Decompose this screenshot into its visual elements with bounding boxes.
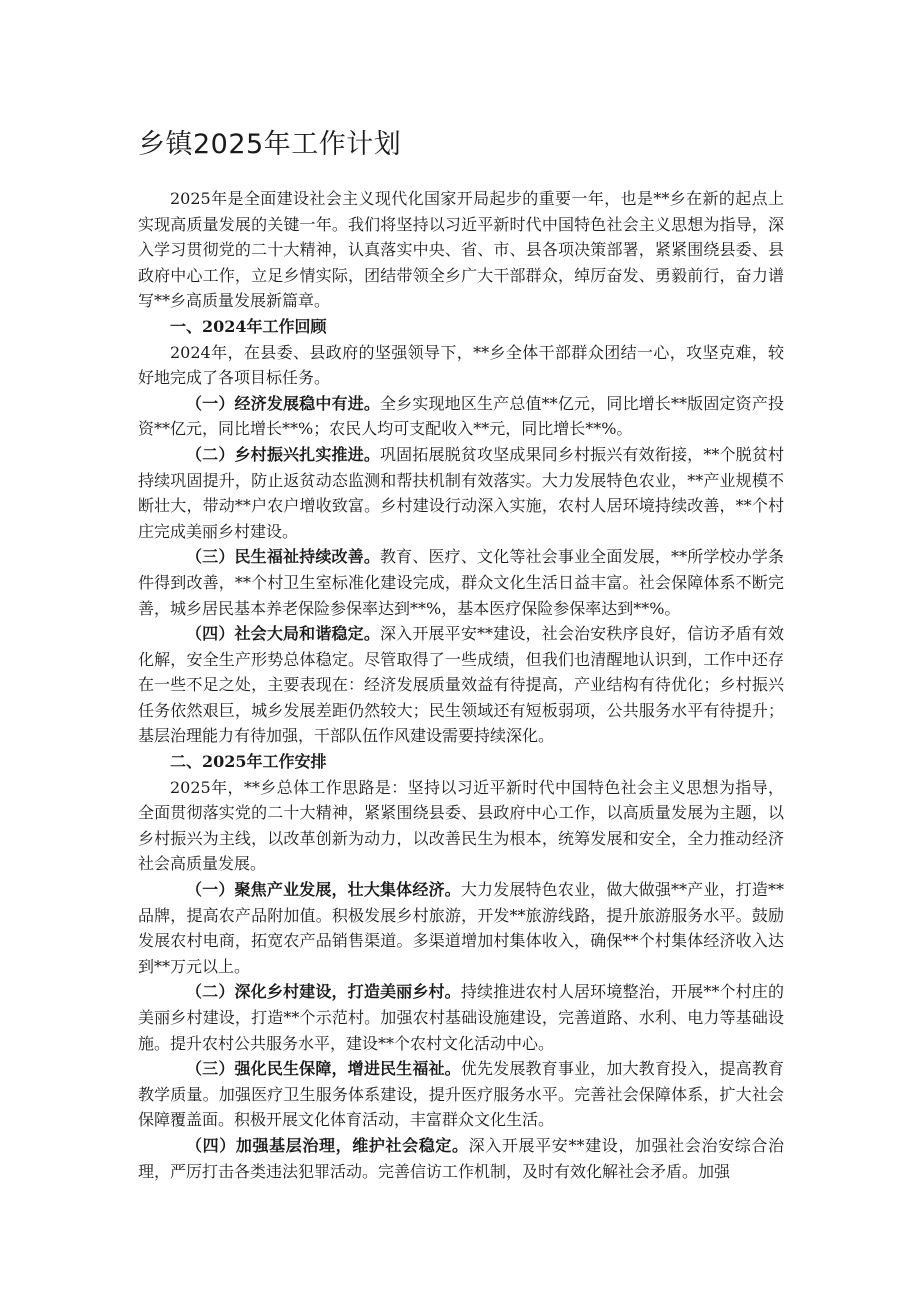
review-item-body: 深入开展平安**建设，社会治安秩序良好，信访矛盾有效化解，安全生产形势总体稳定。尽管取得了一些成绩，但我们也清醒地认识到，工作中还存在一些不足之处，主要表现在：经济发展质量效益有待提高，产业结构有待优化；乡村振兴任务依然艰巨，城乡发展差距仍然较大；民生领域还有短板弱项，公共服务水平有待提升；基层治理能力有待加强，干部队伍作风建设需要持续深化。: [138, 624, 784, 746]
intro-paragraph: 2025年是全面建设社会主义现代化国家开局起步的重要一年，也是**乡在新的起点上实现高质量发展的关键一年。我们将坚持以习近平新时代中国特色社会主义思想为指导，深入学习贯彻党的二十大精神，认真落实中央、省、市、县各项决策部署，紧紧围绕县委、县政府中心工作，立足乡情实际，团结带领全乡广大干部群众，绰厉奋发、勇毅前行，奋力谱写**乡高质量发展新篇章。: [138, 189, 784, 311]
review-intro-paragraph: 2024年，在县委、县政府的坚强领导下，**乡全体干部群众团结一心，攻坚克难，较好地完成了各项目标任务。: [138, 342, 784, 388]
review-item-body: 教育、医疗、文化等社会事业全面发展，**所学校办学条件得到改善，**个村卫生室标准化建设完成，群众文化生活日益丰富。社会保障体系不断完善，城乡居民基本养老保险参保率达到**%，基本医疗保险参保率达到**%。: [138, 547, 784, 618]
plan-intro-paragraph: 2025年，**乡总体工作思路是：坚持以习近平新时代中国特色社会主义思想为指导，全面贯彻落实党的二十大精神，紧紧围绕县委、县政府中心工作，以高质量发展为主题，以乡村振兴为主线，以改革创新为动力，以改善民生为根本，统筹发展和安全，全力推动经济社会高质量发展。: [138, 777, 784, 874]
review-item-economy: [138, 391, 784, 442]
plan-item-body: 优先发展教育事业，加大教育投入，提高教育教学质量。加强医疗卫生服务体系建设，提升医疗服务水平。完善社会保障体系，扩大社会保障覆盖面。积极开展文化体育活动，丰富群众文化生活。: [138, 1059, 784, 1130]
review-item-body: 全乡实现地区生产总值**亿元，同比增长**版固定资产投资**亿元，同比增长**%；农民人均可支配收入**元，同比增长**%。: [138, 393, 784, 439]
review-item-lead: （一）经济发展稳中有进。: [186, 393, 380, 413]
plan-item-rural-construction: [138, 979, 784, 1056]
section-heading-review: 一、2024年工作回顾: [170, 316, 327, 336]
plan-item-lead: （四）加强基层治理，维护社会稳定。: [186, 1135, 469, 1155]
plan-item-body: 持续推进农村人居环境整治，开展**个村庄的美丽乡村建设，打造**个示范村。加强农村基础设施建设，完善道路、水利、电力等基础设施。提升农村公共服务水平，建设**个农村文化活动中心。: [138, 982, 784, 1053]
plan-item-body: 大力发展特色农业，做大做强**产业，打造**品牌，提高农产品附加值。积极发展乡村旅游，开发**旅游线路，提升旅游服务水平。鼓励发展农村电商，拓宽农产品销售渠道。多渠道增加村集体收入，确保**个村集体经济收入达到**万元以上。: [138, 880, 784, 976]
plan-item-lead: （三）强化民生保障，增进民生福祉。: [186, 1059, 461, 1079]
review-item-livelihood: [138, 544, 784, 621]
section-heading-plan: 二、2025年工作安排: [170, 752, 327, 772]
document-page: [138, 118, 784, 1184]
plan-item-body: 深入开展平安**建设，加强社会治安综合治理，严厉打击各类违法犯罪活动。完善信访工作机制，及时有效化解社会矛盾。加强: [138, 1135, 784, 1181]
plan-item-livelihood: [138, 1056, 784, 1133]
document-title: 乡镇2025年工作计划: [138, 129, 402, 160]
plan-item-governance: [138, 1133, 784, 1184]
plan-item-industry: [138, 877, 784, 979]
review-item-stability: [138, 621, 784, 749]
review-item-body: 巩固拓展脱贫攻坚成果同乡村振兴有效衔接，**个脱贫村持续巩固提升，防止返贫动态监测和帮扶机制有效落实。大力发展特色农业，**产业规模不断壮大，带动**户农户增收致富。乡村建设行动深入实施，农村人居环境持续改善，**个村庄完成美丽乡村建设。: [138, 444, 784, 541]
review-item-rural: [138, 442, 784, 544]
review-item-lead: （二）乡村振兴扎实推进。: [186, 444, 380, 464]
plan-item-lead: （二）深化乡村建设，打造美丽乡村。: [186, 982, 461, 1002]
review-item-lead: （三）民生福祉持续改善。: [186, 547, 380, 567]
review-item-lead: （四）社会大局和谐稳定。: [186, 624, 380, 644]
plan-item-lead: （一）聚焦产业发展，壮大集体经济。: [186, 880, 461, 900]
